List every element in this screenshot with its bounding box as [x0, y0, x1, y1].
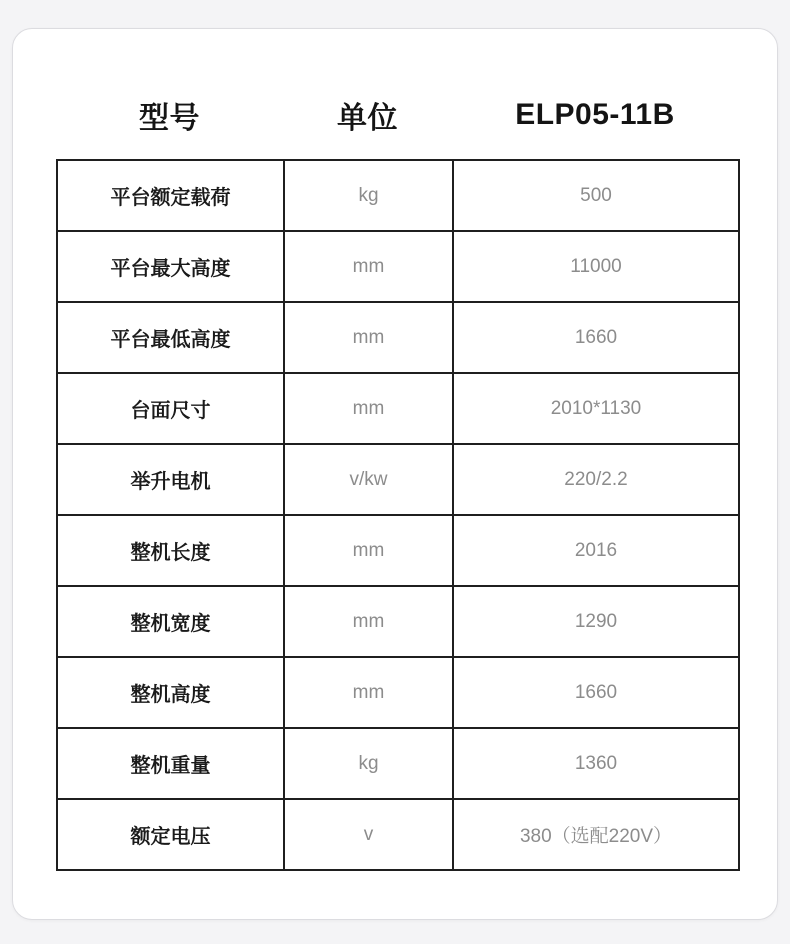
table-row — [57, 728, 739, 799]
spec-card — [12, 28, 778, 920]
spec-value: 1660 — [453, 302, 739, 373]
spec-unit: mm — [284, 231, 453, 302]
header-model-column: 型号 — [139, 102, 200, 135]
spec-value: 2016 — [453, 515, 739, 586]
spec-unit: kg — [284, 728, 453, 799]
table-row — [57, 160, 739, 231]
spec-unit: mm — [284, 373, 453, 444]
spec-value: 220/2.2 — [453, 444, 739, 515]
spec-label: 整机高度 — [57, 657, 284, 728]
spec-value: 500 — [453, 160, 739, 231]
spec-value: 11000 — [453, 231, 739, 302]
spec-unit: mm — [284, 586, 453, 657]
spec-label: 举升电机 — [57, 444, 284, 515]
table-row — [57, 515, 739, 586]
table-row — [57, 373, 739, 444]
spec-value: 1660 — [453, 657, 739, 728]
table-row — [57, 444, 739, 515]
table-row — [57, 799, 739, 870]
spec-table-body — [57, 160, 739, 870]
header-unit-column: 单位 — [337, 102, 398, 135]
spec-label: 平台最低高度 — [57, 302, 284, 373]
spec-label: 整机宽度 — [57, 586, 284, 657]
spec-unit: v/kw — [284, 444, 453, 515]
table-row — [57, 657, 739, 728]
table-row — [57, 231, 739, 302]
spec-label: 台面尺寸 — [57, 373, 284, 444]
spec-label: 平台额定载荷 — [57, 160, 284, 231]
spec-table-header — [56, 87, 738, 143]
spec-unit: mm — [284, 657, 453, 728]
spec-value: 2010*1130 — [453, 373, 739, 444]
spec-table — [56, 159, 740, 871]
spec-label: 额定电压 — [57, 799, 284, 870]
spec-value: 1360 — [453, 728, 739, 799]
header-model-value: ELP05-11B — [515, 98, 675, 131]
table-row — [57, 586, 739, 657]
spec-unit: mm — [284, 302, 453, 373]
spec-value: 380（选配220V） — [453, 799, 739, 870]
spec-label: 平台最大高度 — [57, 231, 284, 302]
table-row — [57, 302, 739, 373]
spec-label: 整机长度 — [57, 515, 284, 586]
spec-unit: v — [284, 799, 453, 870]
spec-unit: mm — [284, 515, 453, 586]
spec-label: 整机重量 — [57, 728, 284, 799]
spec-unit: kg — [284, 160, 453, 231]
spec-value: 1290 — [453, 586, 739, 657]
